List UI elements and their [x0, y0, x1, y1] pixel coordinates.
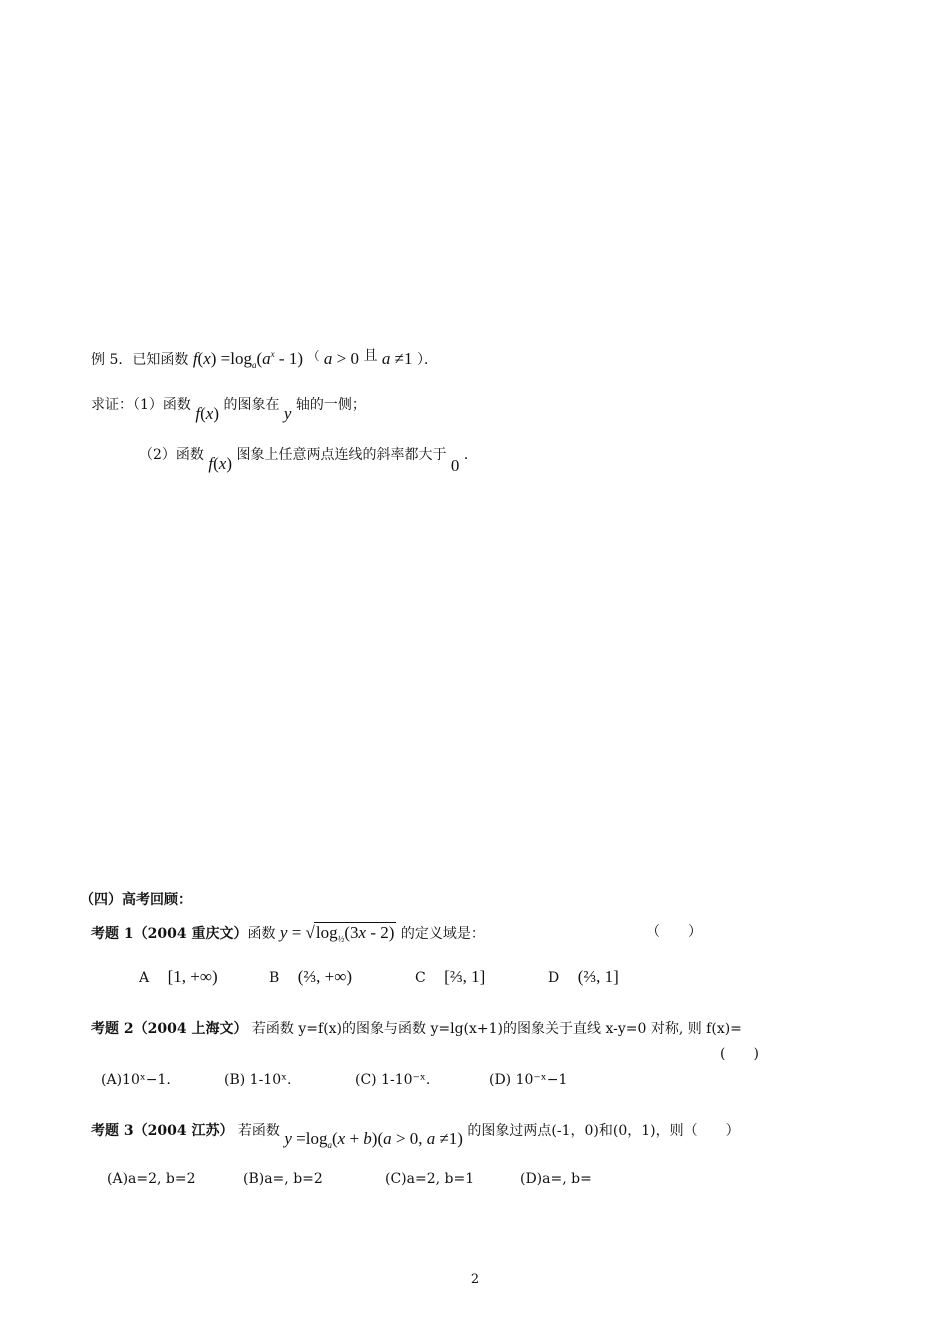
q2-blank: ( ) [720, 1046, 759, 1062]
q2-choice-c: (C) 1-10⁻ˣ. [355, 1072, 431, 1088]
example5-prove1 [91, 394, 366, 423]
q2-label: 考题 2（2004 上海文） [91, 1021, 248, 1037]
q3-statement [91, 1120, 740, 1150]
example5-prove2-fx: f(x) [208, 454, 232, 473]
example5-prove2-zero: 0 [450, 456, 460, 475]
q3-label: 考题 3（2004 江苏） [91, 1123, 234, 1139]
q1-choice-d-value: (⅔, 1] [577, 967, 619, 986]
example5-statement [91, 344, 438, 375]
example5-prove1-text: 的图象在 [223, 397, 280, 413]
example5-cond-a-gt-0: a > 0 [323, 349, 360, 368]
q1-choice-a [139, 967, 218, 988]
example5-prove2-label: （2）函数 [139, 447, 204, 463]
example5-cond-and: 且 [363, 348, 378, 364]
q2-choice-a: (A)10ˣ−1. [101, 1072, 171, 1088]
q1-choice-b-value: (⅔, +∞) [297, 967, 353, 986]
example5-prove1-tail: 轴的一侧； [295, 397, 366, 413]
example5-formula: $f(x) =\log_a(a^x - 1)$ [192, 349, 303, 370]
example5-prove1-axis: y [283, 404, 292, 423]
q1-choice-c-value: [⅔, 1] [444, 967, 486, 986]
q1-choice-c-letter: C [415, 970, 426, 986]
example5-prove2-text: 图象上任意两点连线的斜率都大于 [236, 447, 447, 463]
q2-choice-b: (B) 1-10ˣ. [224, 1072, 292, 1088]
q1-text-after: 的定义域是： [400, 926, 485, 942]
example5-condition-close: ）． [416, 352, 438, 368]
q2-choice-d: (D) 10⁻ˣ−1 [489, 1072, 568, 1088]
q1-choice-b-letter: B [269, 970, 280, 986]
q1-label: 考题 1（2004 重庆文） [91, 926, 248, 942]
q1-text-before: 函数 [247, 926, 276, 942]
q3-formula: $y =\log_a(x + b)(a > 0$, a ≠1) [284, 1129, 463, 1150]
q1-choice-d [548, 967, 619, 988]
q3-choice-d: (D)a=, b= [520, 1171, 592, 1187]
section-title: （四）高考回顾： [80, 892, 192, 908]
q1-choice-b [269, 967, 352, 988]
q1-choice-d-letter: D [548, 970, 560, 986]
q3-text-before: 若函数 [237, 1123, 280, 1139]
example5-label: 例 5．已知函数 [91, 352, 189, 368]
example5-prove-label: 求证：（1）函数 [91, 397, 191, 413]
q1-statement [91, 922, 485, 949]
q1-blank: （ ） [646, 924, 702, 940]
q2-statement [91, 1019, 742, 1039]
q1-choice-a-value: [1, +∞) [167, 967, 218, 986]
example5-prove2 [139, 444, 478, 475]
example5-condition-open: （ [307, 349, 320, 363]
q2-text: 若函数 y=f(x)的图象与函数 y=lg(x+1)的图象关于直线 x-y=0 对称, 则 f(x)= [251, 1021, 742, 1037]
page-number: 2 [470, 1272, 480, 1287]
example5-prove2-end: ． [463, 447, 478, 463]
q3-text-after: 的图象过两点(-1，0)和(0，1)，则（ ） [467, 1123, 740, 1139]
q3-choice-a: (A)a=2, b=2 [107, 1171, 196, 1187]
example5-prove1-fx: f(x) [195, 404, 219, 423]
example5-cond-a-ne-1: a ≠1 [381, 349, 413, 368]
q3-choice-c: (C)a=2, b=1 [385, 1171, 475, 1187]
q1-choice-c [415, 967, 485, 988]
q3-choice-b: (B)a=, b=2 [243, 1171, 323, 1187]
q1-choice-a-letter: A [139, 970, 150, 986]
q1-formula: $y = √\log_{\frac{1}{2}}(3x - 2)$ [280, 923, 397, 942]
